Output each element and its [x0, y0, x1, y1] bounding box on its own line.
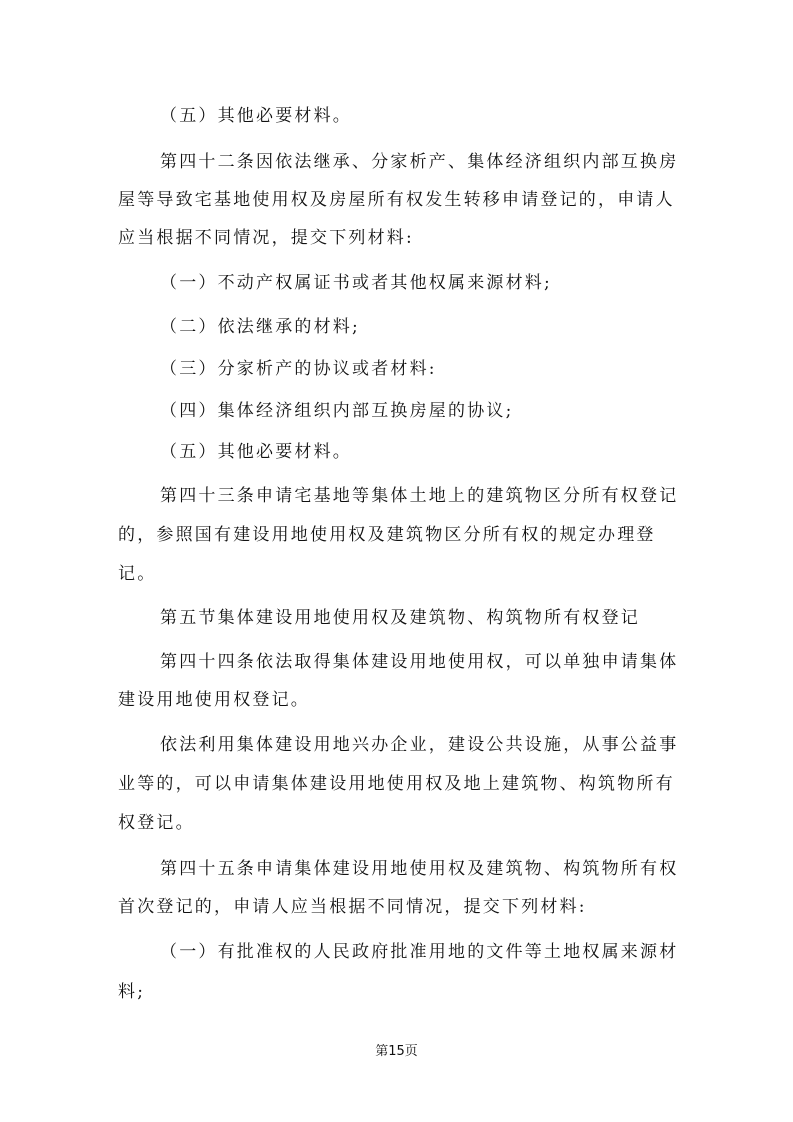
- page-number: 第15页: [375, 1044, 418, 1059]
- paragraph-line: （一）不动产权属证书或者其他权属来源材料;: [160, 273, 552, 293]
- paragraph-line: （四）集体经济组织内部互换房屋的协议;: [160, 401, 514, 421]
- paragraph-line: 依法利用集体建设用地兴办企业，建设公共设施，从事公益事: [160, 735, 679, 755]
- section-heading: 第五节集体建设用地使用权及建筑物、构筑物所有权登记: [160, 608, 640, 628]
- paragraph-line: （三）分家析产的协议或者材料:: [160, 359, 437, 379]
- paragraph-line: 料;: [118, 982, 146, 1002]
- paragraph-line: 第四十四条依法取得集体建设用地使用权，可以单独申请集体: [160, 652, 679, 672]
- paragraph-line: （五）其他必要材料。: [160, 106, 352, 126]
- paragraph-line: 记。: [118, 564, 157, 584]
- paragraph-line: 建设用地使用权登记。: [118, 690, 310, 710]
- paragraph-line: 第四十二条因依法继承、分家析产、集体经济组织内部互换房: [160, 152, 679, 172]
- paragraph-line: （一）有批准权的人民政府批准用地的文件等土地权属来源材: [160, 942, 679, 962]
- paragraph-line: 的，参照国有建设用地使用权及建筑物区分所有权的规定办理登: [118, 525, 656, 545]
- paragraph-line: （五）其他必要材料。: [160, 442, 352, 462]
- paragraph-line: 第四十五条申请集体建设用地使用权及建筑物、构筑物所有权: [160, 859, 679, 879]
- paragraph-line: （二）依法继承的材料;: [160, 317, 360, 337]
- paragraph-line: 应当根据不同情况，提交下列材料:: [118, 228, 414, 248]
- paragraph-line: 屋等导致宅基地使用权及房屋所有权发生转移申请登记的，申请人: [118, 190, 675, 210]
- paragraph-line: 首次登记的，申请人应当根据不同情况，提交下列材料:: [118, 897, 587, 917]
- paragraph-line: 第四十三条申请宅基地等集体土地上的建筑物区分所有权登记: [160, 486, 679, 506]
- paragraph-line: 业等的，可以申请集体建设用地使用权及地上建筑物、构筑物所有: [118, 774, 675, 794]
- paragraph-line: 权登记。: [118, 813, 195, 833]
